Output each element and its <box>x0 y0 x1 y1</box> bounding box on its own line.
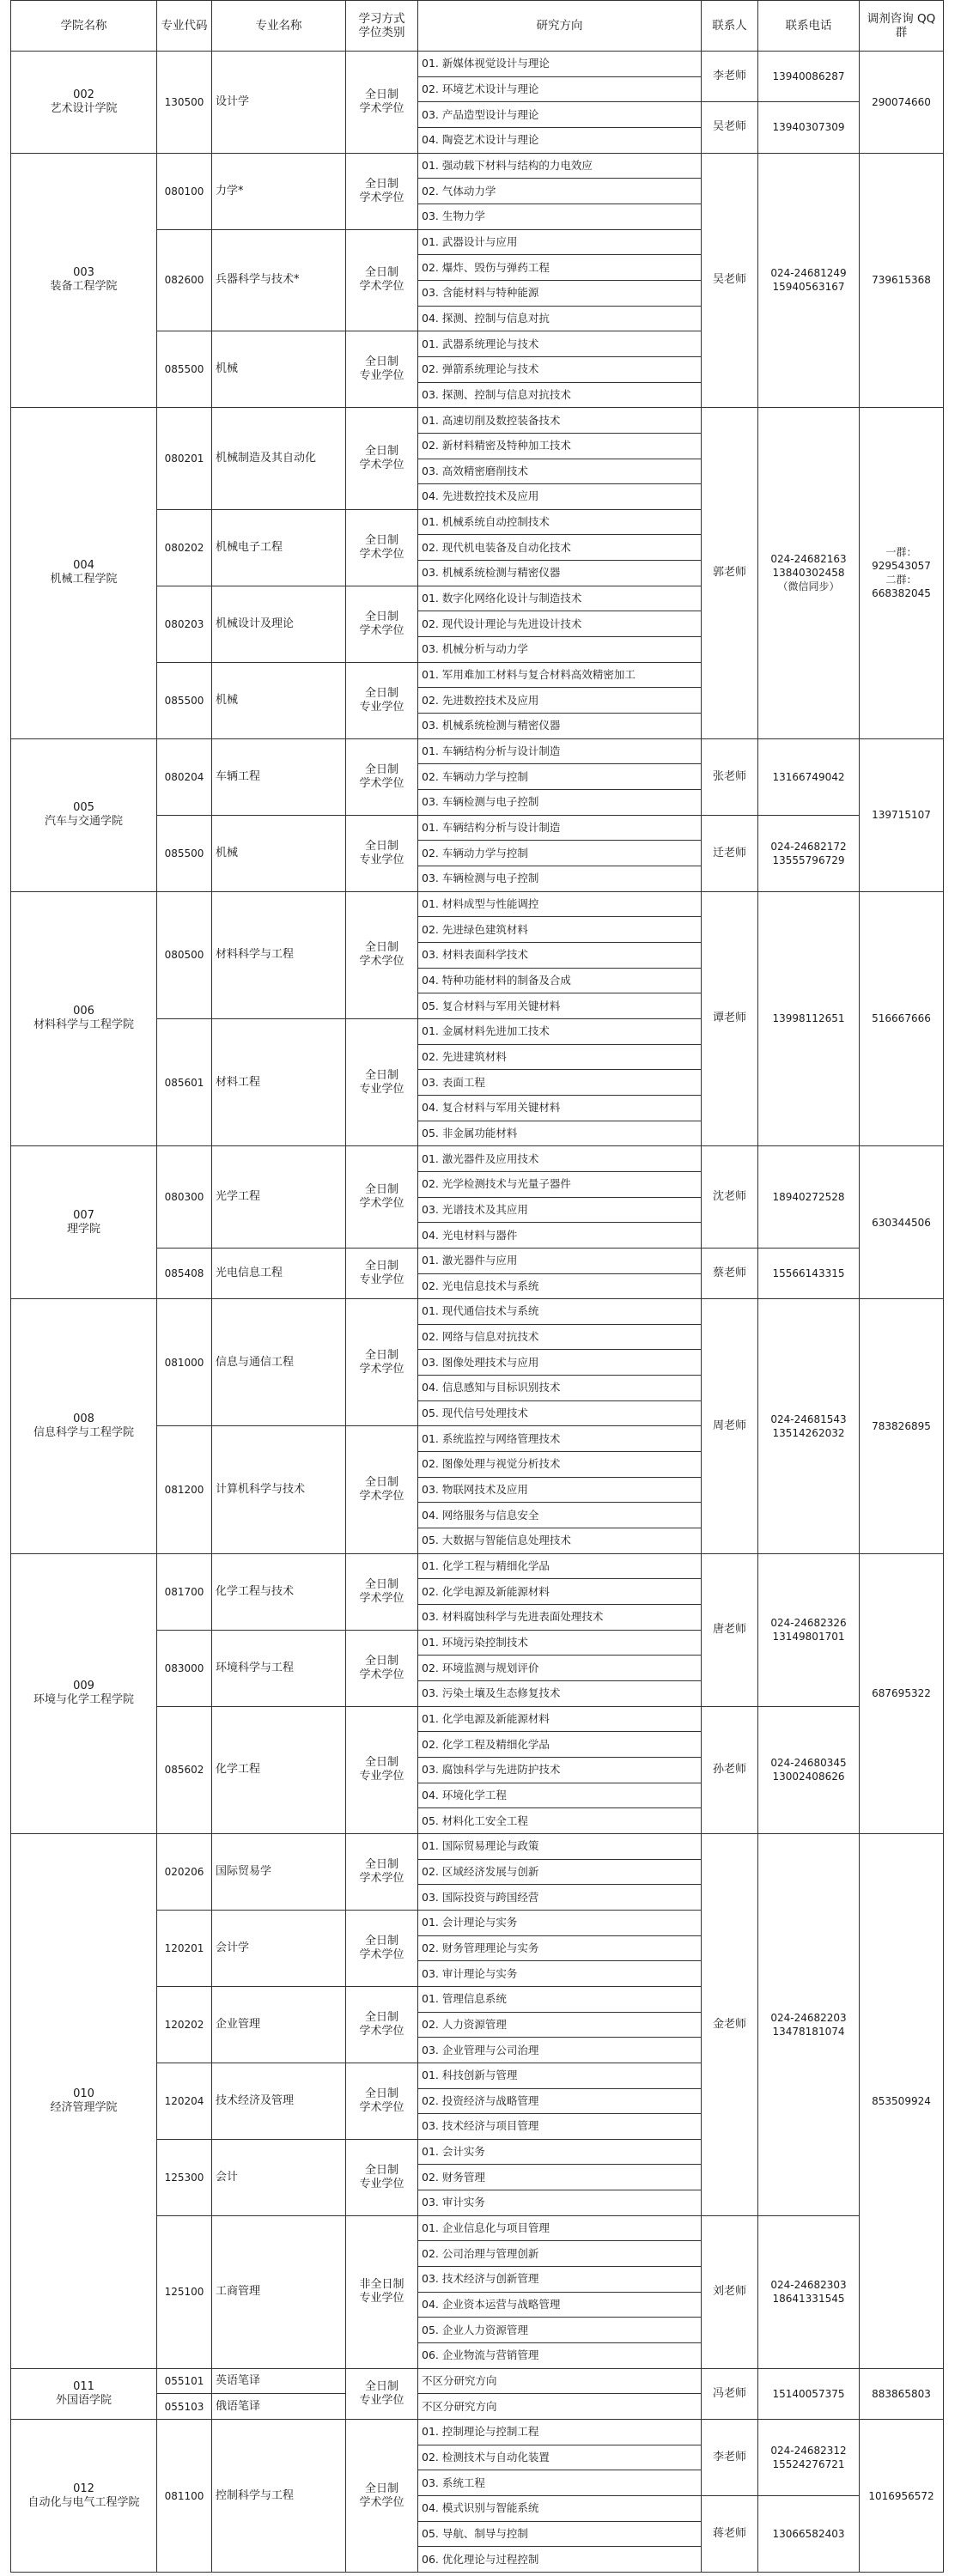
major-name: 光学工程 <box>212 1146 346 1249</box>
column-header: 学习方式 学位类别 <box>346 1 418 52</box>
study-mode: 全日制 学术学位 <box>346 1986 418 2063</box>
major-name: 机械 <box>212 662 346 738</box>
admissions-table <box>10 0 944 2573</box>
study-mode: 全日制 学术学位 <box>346 1630 418 1706</box>
research-direction: 01. 企业信息化与项目管理 <box>418 2215 702 2241</box>
research-direction: 03. 腐蚀科学与先进防护技术 <box>418 1757 702 1783</box>
research-direction: 03. 机械分析与动力学 <box>418 637 702 663</box>
major-code: 085408 <box>157 1248 212 1298</box>
research-direction: 04. 网络服务与信息安全 <box>418 1503 702 1528</box>
research-direction: 02. 网络与信息对抗技术 <box>418 1324 702 1350</box>
major-name: 机械制造及其自动化 <box>212 408 346 510</box>
research-direction: 01. 会计实务 <box>418 2139 702 2165</box>
research-direction: 01. 强动载下材料与结构的力电效应 <box>418 153 702 179</box>
research-direction: 02. 爆炸、毁伤与弹药工程 <box>418 255 702 281</box>
research-direction: 05. 导航、制导与控制 <box>418 2521 702 2547</box>
research-direction: 01. 数字化网络化设计与制造技术 <box>418 586 702 611</box>
research-direction: 02. 新材料精密及特种加工技术 <box>418 433 702 459</box>
qq-group: 783826895 <box>860 1299 944 1554</box>
table-row <box>11 52 944 77</box>
research-direction: 03. 生物力学 <box>418 204 702 229</box>
research-direction: 02. 图像处理与视觉分析技术 <box>418 1452 702 1478</box>
college-name: 009 环境与化学工程学院 <box>11 1553 157 1833</box>
study-mode: 全日制 学术学位 <box>346 891 418 1018</box>
college-name: 002 艺术设计学院 <box>11 52 157 154</box>
contact-name: 周老师 <box>702 1299 758 1554</box>
study-mode: 全日制 学术学位 <box>346 509 418 586</box>
major-name: 材料工程 <box>212 1018 346 1145</box>
research-direction: 04. 企业资本运营与战略管理 <box>418 2292 702 2318</box>
major-code: 081100 <box>157 2420 212 2573</box>
research-direction: 03. 车辆检测与电子控制 <box>418 866 702 892</box>
research-direction: 不区分研究方向 <box>418 2368 702 2394</box>
contact-name: 迁老师 <box>702 815 758 891</box>
research-direction: 01. 会计理论与实务 <box>418 1910 702 1935</box>
major-name: 英语笔译 <box>212 2368 346 2394</box>
major-name: 力学* <box>212 153 346 229</box>
major-code: 085500 <box>157 331 212 408</box>
research-direction: 01. 金属材料先进加工技术 <box>418 1018 702 1044</box>
major-code: 080300 <box>157 1146 212 1249</box>
research-direction: 01. 环境污染控制技术 <box>418 1630 702 1656</box>
major-code: 080202 <box>157 509 212 586</box>
major-name: 俄语笔译 <box>212 2394 346 2420</box>
contact-phone: 024-24682163 13840302458 （微信同步） <box>758 408 860 739</box>
major-code: 083000 <box>157 1630 212 1706</box>
college-name: 012 自动化与电气工程学院 <box>11 2420 157 2573</box>
contact-phone: 024-24680345 13002408626 <box>758 1706 860 1833</box>
research-direction: 01. 控制理论与控制工程 <box>418 2420 702 2445</box>
college-name: 007 理学院 <box>11 1146 157 1299</box>
research-direction: 02. 先进建筑材料 <box>418 1044 702 1070</box>
research-direction: 02. 投资经济与战略管理 <box>418 2088 702 2114</box>
contact-name: 李老师 <box>702 2420 758 2496</box>
contact-name: 吴老师 <box>702 153 758 408</box>
study-mode: 非全日制 专业学位 <box>346 2215 418 2368</box>
table-row <box>11 1146 944 1172</box>
research-direction: 03. 车辆检测与电子控制 <box>418 790 702 816</box>
study-mode: 全日制 学术学位 <box>346 1910 418 1986</box>
research-direction: 01. 现代通信技术与系统 <box>418 1299 702 1325</box>
research-direction: 02. 光学检测技术与光量子器件 <box>418 1171 702 1197</box>
major-name: 兵器科学与技术* <box>212 229 346 331</box>
research-direction: 03. 国际投资与跨国经营 <box>418 1885 702 1911</box>
research-direction: 01. 材料成型与性能调控 <box>418 891 702 917</box>
major-code: 081200 <box>157 1426 212 1553</box>
research-direction: 01. 激光器件及应用技术 <box>418 1146 702 1172</box>
research-direction: 01. 武器系统理论与技术 <box>418 331 702 357</box>
research-direction: 02. 气体动力学 <box>418 179 702 204</box>
contact-phone: 024-24682203 13478181074 <box>758 1833 860 2215</box>
study-mode: 全日制 学术学位 <box>346 1146 418 1249</box>
research-direction: 02. 人力资源管理 <box>418 2012 702 2038</box>
contact-name: 唐老师 <box>702 1553 758 1706</box>
contact-name: 张老师 <box>702 738 758 815</box>
contact-name: 冯老师 <box>702 2368 758 2419</box>
research-direction: 06. 企业物流与营销管理 <box>418 2343 702 2369</box>
contact-phone: 024-24681543 13514262032 <box>758 1299 860 1554</box>
qq-group: 883865803 <box>860 2368 944 2419</box>
contact-phone: 18940272528 <box>758 1146 860 1249</box>
research-direction: 02. 财务管理 <box>418 2165 702 2190</box>
research-direction: 03. 企业管理与公司治理 <box>418 2038 702 2063</box>
contact-name: 郭老师 <box>702 408 758 739</box>
research-direction: 03. 技术经济与项目管理 <box>418 2114 702 2140</box>
major-code: 085602 <box>157 1706 212 1833</box>
major-code: 080201 <box>157 408 212 510</box>
research-direction: 03. 审计理论与实务 <box>418 1961 702 1987</box>
major-code: 125300 <box>157 2139 212 2215</box>
column-header: 学院名称 <box>11 1 157 52</box>
research-direction: 03. 光谱技术及其应用 <box>418 1197 702 1223</box>
study-mode: 全日制 专业学位 <box>346 815 418 891</box>
major-code: 080500 <box>157 891 212 1018</box>
college-name: 011 外国语学院 <box>11 2368 157 2419</box>
column-header: 联系电话 <box>758 1 860 52</box>
study-mode: 全日制 专业学位 <box>346 1018 418 1145</box>
qq-group: 一群：929543057 二群：668382045 <box>860 408 944 739</box>
major-name: 计算机科学与技术 <box>212 1426 346 1553</box>
research-direction: 03. 产品造型设计与理论 <box>418 102 702 128</box>
column-header: 研究方向 <box>418 1 702 52</box>
contact-name: 刘老师 <box>702 2215 758 2368</box>
research-direction: 01. 化学电源及新能源材料 <box>418 1706 702 1732</box>
column-header: 专业代码 <box>157 1 212 52</box>
research-direction: 01. 车辆结构分析与设计制造 <box>418 738 702 764</box>
major-name: 机械电子工程 <box>212 509 346 586</box>
study-mode: 全日制 学术学位 <box>346 738 418 815</box>
study-mode: 全日制 学术学位 <box>346 1299 418 1426</box>
research-direction: 02. 环境监测与规划评价 <box>418 1656 702 1681</box>
major-code: 055101 <box>157 2368 212 2394</box>
research-direction: 02. 化学工程及精细化学品 <box>418 1732 702 1758</box>
major-name: 机械 <box>212 331 346 408</box>
research-direction: 03. 图像处理技术与应用 <box>418 1350 702 1376</box>
major-name: 机械设计及理论 <box>212 586 346 662</box>
study-mode: 全日制 学术学位 <box>346 153 418 229</box>
study-mode: 全日制 学术学位 <box>346 586 418 662</box>
major-code: 080204 <box>157 738 212 815</box>
contact-name: 谭老师 <box>702 891 758 1146</box>
research-direction: 02. 检测技术与自动化装置 <box>418 2445 702 2470</box>
research-direction: 03. 高效精密磨削技术 <box>418 459 702 484</box>
table-row <box>11 1299 944 1325</box>
college-name: 008 信息科学与工程学院 <box>11 1299 157 1554</box>
header-row <box>11 1 944 52</box>
table-row <box>11 2368 944 2394</box>
major-name: 材料科学与工程 <box>212 891 346 1018</box>
research-direction: 01. 管理信息系统 <box>418 1986 702 2012</box>
research-direction: 03. 含能材料与特种能源 <box>418 280 702 306</box>
contact-name: 蔡老师 <box>702 1248 758 1298</box>
college-name: 006 材料科学与工程学院 <box>11 891 157 1146</box>
major-code: 082600 <box>157 229 212 331</box>
qq-group: 739615368 <box>860 153 944 408</box>
table-row <box>11 408 944 434</box>
research-direction: 01. 科技创新与管理 <box>418 2063 702 2088</box>
research-direction: 02. 环境艺术设计与理论 <box>418 76 702 102</box>
research-direction: 05. 企业人力资源管理 <box>418 2318 702 2343</box>
research-direction: 03. 物联网技术及应用 <box>418 1477 702 1503</box>
major-code: 125100 <box>157 2215 212 2368</box>
contact-name: 蒋老师 <box>702 2496 758 2573</box>
qq-group: 516667666 <box>860 891 944 1146</box>
major-name: 车辆工程 <box>212 738 346 815</box>
research-direction: 04. 环境化学工程 <box>418 1783 702 1808</box>
study-mode: 全日制 专业学位 <box>346 2368 418 2419</box>
contact-phone: 024-24682172 13555796729 <box>758 815 860 891</box>
college-name: 003 装备工程学院 <box>11 153 157 408</box>
major-name: 设计学 <box>212 52 346 154</box>
research-direction: 01. 军用难加工材料与复合材料高效精密加工 <box>418 662 702 688</box>
research-direction: 01. 化学工程与精细化学品 <box>418 1553 702 1579</box>
table-row <box>11 1833 944 1859</box>
major-code: 081700 <box>157 1553 212 1630</box>
study-mode: 全日制 专业学位 <box>346 1248 418 1298</box>
research-direction: 04. 模式识别与智能系统 <box>418 2496 702 2522</box>
research-direction: 04. 特种功能材料的制备及合成 <box>418 968 702 993</box>
research-direction: 05. 非金属功能材料 <box>418 1121 702 1146</box>
contact-name: 吴老师 <box>702 102 758 153</box>
research-direction: 01. 武器设计与应用 <box>418 229 702 255</box>
research-direction: 03. 材料腐蚀科学与先进表面处理技术 <box>418 1605 702 1631</box>
contact-phone: 13940086287 <box>758 52 860 102</box>
research-direction: 02. 先进数控技术及应用 <box>418 688 702 714</box>
research-direction: 02. 化学电源及新能源材料 <box>418 1579 702 1605</box>
major-code: 085500 <box>157 662 212 738</box>
research-direction: 05. 大数据与智能信息处理技术 <box>418 1528 702 1554</box>
research-direction: 05. 材料化工安全工程 <box>418 1808 702 1834</box>
study-mode: 全日制 专业学位 <box>346 662 418 738</box>
study-mode: 全日制 学术学位 <box>346 229 418 331</box>
contact-phone: 15566143315 <box>758 1248 860 1298</box>
research-direction: 02. 先进绿色建筑材料 <box>418 917 702 943</box>
major-code: 085601 <box>157 1018 212 1145</box>
research-direction: 06. 优化理论与过程控制 <box>418 2547 702 2573</box>
study-mode: 全日制 学术学位 <box>346 2420 418 2573</box>
research-direction: 03. 机械系统检测与精密仪器 <box>418 714 702 739</box>
college-name: 004 机械工程学院 <box>11 408 157 739</box>
study-mode: 全日制 学术学位 <box>346 408 418 510</box>
major-name: 国际贸易学 <box>212 1833 346 1910</box>
research-direction: 04. 先进数控技术及应用 <box>418 484 702 510</box>
major-name: 光电信息工程 <box>212 1248 346 1298</box>
table-row <box>11 1553 944 1579</box>
contact-phone: 13998112651 <box>758 891 860 1146</box>
major-code: 085500 <box>157 815 212 891</box>
study-mode: 全日制 专业学位 <box>346 2139 418 2215</box>
research-direction: 01. 系统监控与网络管理技术 <box>418 1426 702 1452</box>
contact-phone: 15140057375 <box>758 2368 860 2419</box>
contact-name: 沈老师 <box>702 1146 758 1249</box>
major-code: 080100 <box>157 153 212 229</box>
research-direction: 03. 技术经济与创新管理 <box>418 2267 702 2293</box>
qq-group: 139715107 <box>860 738 944 891</box>
major-name: 工商管理 <box>212 2215 346 2368</box>
research-direction: 02. 车辆动力学与控制 <box>418 841 702 866</box>
study-mode: 全日制 学术学位 <box>346 52 418 154</box>
college-name: 005 汽车与交通学院 <box>11 738 157 891</box>
contact-phone: 13940307309 <box>758 102 860 153</box>
major-name: 化学工程与技术 <box>212 1553 346 1630</box>
column-header: 调剂咨询 QQ 群 <box>860 1 944 52</box>
research-direction: 05. 现代信号处理技术 <box>418 1400 702 1426</box>
study-mode: 全日制 学术学位 <box>346 1833 418 1910</box>
research-direction: 02. 财务管理理论与实务 <box>418 1935 702 1961</box>
research-direction: 03. 审计实务 <box>418 2190 702 2216</box>
major-name: 控制科学与工程 <box>212 2420 346 2573</box>
research-direction: 02. 区域经济发展与创新 <box>418 1859 702 1885</box>
research-direction: 04. 光电材料与器件 <box>418 1223 702 1249</box>
major-code: 080203 <box>157 586 212 662</box>
qq-group: 687695322 <box>860 1553 944 1833</box>
research-direction: 04. 复合材料与军用关键材料 <box>418 1095 702 1121</box>
study-mode: 全日制 专业学位 <box>346 1706 418 1833</box>
study-mode: 全日制 专业学位 <box>346 331 418 408</box>
major-name: 机械 <box>212 815 346 891</box>
research-direction: 04. 探测、控制与信息对抗 <box>418 306 702 331</box>
research-direction: 03. 系统工程 <box>418 2470 702 2496</box>
research-direction: 01. 高速切削及数控装备技术 <box>418 408 702 434</box>
contact-phone: 024-24682312 15524276721 <box>758 2420 860 2496</box>
research-direction: 不区分研究方向 <box>418 2394 702 2420</box>
research-direction: 01. 新媒体视觉设计与理论 <box>418 52 702 77</box>
research-direction: 04. 信息感知与目标识别技术 <box>418 1376 702 1401</box>
research-direction: 03. 机械系统检测与精密仪器 <box>418 561 702 586</box>
major-code: 120201 <box>157 1910 212 1986</box>
contact-name: 孙老师 <box>702 1706 758 1833</box>
table-row <box>11 891 944 917</box>
table-row <box>11 738 944 764</box>
major-code: 055103 <box>157 2394 212 2420</box>
table-row <box>11 153 944 179</box>
contact-name: 金老师 <box>702 1833 758 2215</box>
research-direction: 02. 现代设计理论与先进设计技术 <box>418 611 702 637</box>
major-name: 会计 <box>212 2139 346 2215</box>
table-row <box>11 2420 944 2445</box>
research-direction: 02. 车辆动力学与控制 <box>418 764 702 790</box>
research-direction: 01. 车辆结构分析与设计制造 <box>418 815 702 841</box>
admissions-table-sheet <box>10 0 944 2573</box>
research-direction: 01. 机械系统自动控制技术 <box>418 509 702 535</box>
major-name: 企业管理 <box>212 1986 346 2063</box>
major-code: 020206 <box>157 1833 212 1910</box>
research-direction: 03. 表面工程 <box>418 1070 702 1096</box>
contact-phone: 024-24682326 13149801701 <box>758 1553 860 1706</box>
contact-name: 李老师 <box>702 52 758 102</box>
major-name: 化学工程 <box>212 1706 346 1833</box>
research-direction: 02. 光电信息技术与系统 <box>418 1273 702 1299</box>
research-direction: 04. 陶瓷艺术设计与理论 <box>418 127 702 153</box>
major-name: 会计学 <box>212 1910 346 1986</box>
research-direction: 03. 探测、控制与信息对抗技术 <box>418 382 702 408</box>
research-direction: 03. 材料表面科学技术 <box>418 942 702 968</box>
study-mode: 全日制 学术学位 <box>346 1426 418 1553</box>
contact-phone: 024-24682303 18641331545 <box>758 2215 860 2368</box>
column-header: 联系人 <box>702 1 758 52</box>
research-direction: 03. 污染土壤及生态修复技术 <box>418 1681 702 1707</box>
contact-phone: 13166749042 <box>758 738 860 815</box>
major-name: 技术经济及管理 <box>212 2063 346 2139</box>
qq-group: 630344506 <box>860 1146 944 1299</box>
research-direction: 02. 弹箭系统理论与技术 <box>418 356 702 382</box>
qq-group: 1016956572 <box>860 2420 944 2573</box>
major-name: 环境科学与工程 <box>212 1630 346 1706</box>
contact-phone: 13066582403 <box>758 2496 860 2573</box>
qq-group: 290074660 <box>860 52 944 154</box>
major-code: 130500 <box>157 52 212 154</box>
study-mode: 全日制 学术学位 <box>346 1553 418 1630</box>
research-direction: 02. 公司治理与管理创新 <box>418 2241 702 2267</box>
major-name: 信息与通信工程 <box>212 1299 346 1426</box>
column-header: 专业名称 <box>212 1 346 52</box>
major-code: 081000 <box>157 1299 212 1426</box>
qq-group: 853509924 <box>860 1833 944 2368</box>
major-code: 120202 <box>157 1986 212 2063</box>
research-direction: 05. 复合材料与军用关键材料 <box>418 993 702 1019</box>
research-direction: 02. 现代机电装备及自动化技术 <box>418 535 702 561</box>
research-direction: 01. 激光器件与应用 <box>418 1248 702 1273</box>
major-code: 120204 <box>157 2063 212 2139</box>
research-direction: 01. 国际贸易理论与政策 <box>418 1833 702 1859</box>
college-name: 010 经济管理学院 <box>11 1833 157 2368</box>
study-mode: 全日制 学术学位 <box>346 2063 418 2139</box>
contact-phone: 024-24681249 15940563167 <box>758 153 860 408</box>
